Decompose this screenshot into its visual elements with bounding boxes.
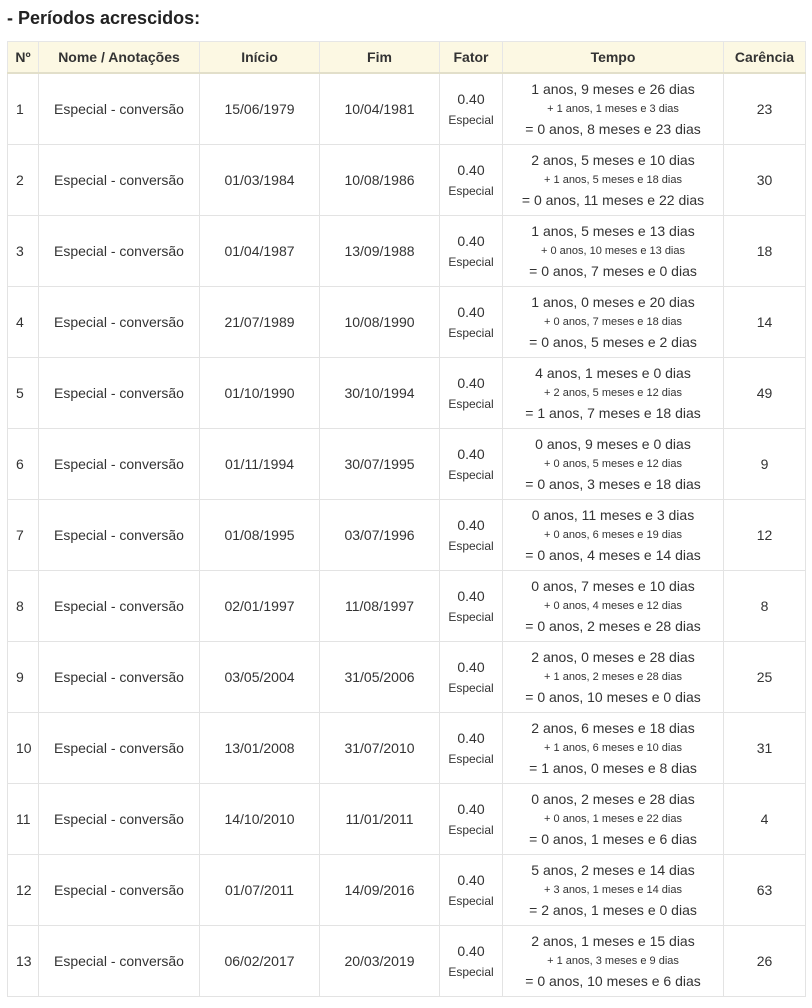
row-time (503, 287, 724, 358)
row-time (503, 784, 724, 855)
row-factor (440, 784, 503, 855)
table-row (8, 926, 806, 997)
row-name: Especial - conversão (39, 358, 200, 429)
row-end-date: 11/08/1997 (320, 571, 440, 642)
time-total: 1 anos, 5 meses e 13 dias (531, 223, 695, 239)
time-added: + 2 anos, 5 meses e 12 dias (544, 387, 682, 399)
row-time (503, 926, 724, 997)
time-result: = 2 anos, 1 meses e 0 dias (529, 902, 697, 918)
row-name: Especial - conversão (39, 784, 200, 855)
row-factor (440, 500, 503, 571)
row-time (503, 216, 724, 287)
row-start-date: 03/05/2004 (200, 642, 320, 713)
time-result: = 0 anos, 3 meses e 18 dias (525, 476, 701, 492)
row-end-date: 31/05/2006 (320, 642, 440, 713)
row-start-date: 01/04/1987 (200, 216, 320, 287)
row-time (503, 500, 724, 571)
row-start-date: 21/07/1989 (200, 287, 320, 358)
row-name: Especial - conversão (39, 429, 200, 500)
row-number: 3 (8, 216, 39, 287)
factor-value: 0.40 (457, 800, 485, 817)
table-row (8, 784, 806, 855)
table-row (8, 642, 806, 713)
factor-type: Especial (448, 893, 494, 908)
time-added: + 0 anos, 5 meses e 12 dias (544, 458, 682, 470)
time-added: + 1 anos, 3 meses e 9 dias (547, 955, 679, 967)
table-row (8, 287, 806, 358)
row-end-date: 31/07/2010 (320, 713, 440, 784)
row-name: Especial - conversão (39, 287, 200, 358)
factor-value: 0.40 (457, 587, 485, 604)
time-total: 2 anos, 5 meses e 10 dias (531, 152, 695, 168)
time-added: + 1 anos, 6 meses e 10 dias (544, 742, 682, 754)
time-total: 0 anos, 2 meses e 28 dias (531, 791, 695, 807)
row-start-date: 02/01/1997 (200, 571, 320, 642)
row-time (503, 429, 724, 500)
time-result: = 0 anos, 5 meses e 2 dias (529, 334, 697, 350)
time-added: + 0 anos, 10 meses e 13 dias (540, 245, 685, 257)
row-start-date: 15/06/1979 (200, 73, 320, 145)
time-added: + 0 anos, 6 meses e 19 dias (544, 529, 682, 541)
row-number: 12 (8, 855, 39, 926)
factor-value: 0.40 (457, 516, 485, 533)
column-header-fim: Fim (320, 42, 440, 74)
row-factor (440, 855, 503, 926)
row-start-date: 01/07/2011 (200, 855, 320, 926)
row-factor (440, 571, 503, 642)
time-result: = 0 anos, 4 meses e 14 dias (525, 547, 701, 563)
row-grace-period: 49 (724, 358, 806, 429)
row-number: 4 (8, 287, 39, 358)
time-result: = 1 anos, 7 meses e 18 dias (525, 405, 701, 421)
row-name: Especial - conversão (39, 713, 200, 784)
row-number: 9 (8, 642, 39, 713)
row-end-date: 14/09/2016 (320, 855, 440, 926)
row-number: 6 (8, 429, 39, 500)
row-number: 10 (8, 713, 39, 784)
time-added: + 0 anos, 1 meses e 22 dias (544, 813, 682, 825)
row-end-date: 10/04/1981 (320, 73, 440, 145)
row-number: 8 (8, 571, 39, 642)
time-result: = 0 anos, 7 meses e 0 dias (529, 263, 697, 279)
time-total: 2 anos, 0 meses e 28 dias (531, 649, 695, 665)
row-end-date: 30/07/1995 (320, 429, 440, 500)
row-end-date: 10/08/1990 (320, 287, 440, 358)
row-number: 1 (8, 73, 39, 145)
row-start-date: 13/01/2008 (200, 713, 320, 784)
row-number: 7 (8, 500, 39, 571)
column-header-n: Nº (8, 42, 39, 74)
row-factor (440, 642, 503, 713)
row-grace-period: 8 (724, 571, 806, 642)
factor-type: Especial (448, 254, 494, 269)
factor-type: Especial (448, 325, 494, 340)
time-added: + 1 anos, 2 meses e 28 dias (544, 671, 682, 683)
table-row (8, 216, 806, 287)
time-result: = 0 anos, 10 meses e 0 dias (525, 689, 701, 705)
factor-value: 0.40 (457, 445, 485, 462)
factor-type: Especial (448, 751, 494, 766)
factor-type: Especial (448, 680, 494, 695)
row-start-date: 01/11/1994 (200, 429, 320, 500)
row-time (503, 713, 724, 784)
row-grace-period: 30 (724, 145, 806, 216)
time-total: 2 anos, 1 meses e 15 dias (531, 933, 695, 949)
row-start-date: 01/03/1984 (200, 145, 320, 216)
row-name: Especial - conversão (39, 855, 200, 926)
row-grace-period: 63 (724, 855, 806, 926)
row-end-date: 20/03/2019 (320, 926, 440, 997)
time-added: + 1 anos, 1 meses e 3 dias (547, 103, 679, 115)
row-name: Especial - conversão (39, 216, 200, 287)
table-row (8, 429, 806, 500)
row-start-date: 06/02/2017 (200, 926, 320, 997)
column-header-tempo: Tempo (503, 42, 724, 74)
time-result: = 0 anos, 10 meses e 6 dias (525, 973, 701, 989)
time-total: 0 anos, 11 meses e 3 dias (531, 507, 695, 523)
factor-value: 0.40 (457, 232, 485, 249)
factor-value: 0.40 (457, 374, 485, 391)
row-grace-period: 26 (724, 926, 806, 997)
factor-value: 0.40 (457, 658, 485, 675)
row-grace-period: 25 (724, 642, 806, 713)
table-row (8, 145, 806, 216)
time-total: 5 anos, 2 meses e 14 dias (531, 862, 695, 878)
table-row (8, 713, 806, 784)
row-grace-period: 4 (724, 784, 806, 855)
column-header-carencia: Carência (724, 42, 806, 74)
row-grace-period: 14 (724, 287, 806, 358)
row-number: 11 (8, 784, 39, 855)
factor-type: Especial (448, 822, 494, 837)
factor-type: Especial (448, 467, 494, 482)
factor-type: Especial (448, 396, 494, 411)
table-row (8, 500, 806, 571)
row-grace-period: 23 (724, 73, 806, 145)
time-total: 0 anos, 9 meses e 0 dias (535, 436, 691, 452)
row-grace-period: 12 (724, 500, 806, 571)
row-name: Especial - conversão (39, 73, 200, 145)
row-factor (440, 73, 503, 145)
factor-value: 0.40 (457, 942, 485, 959)
row-grace-period: 31 (724, 713, 806, 784)
row-factor (440, 358, 503, 429)
row-start-date: 01/10/1990 (200, 358, 320, 429)
time-result: = 0 anos, 8 meses e 23 dias (525, 121, 701, 137)
time-result: = 0 anos, 2 meses e 28 dias (525, 618, 701, 634)
table-row (8, 571, 806, 642)
time-added: + 0 anos, 4 meses e 12 dias (544, 600, 682, 612)
row-start-date: 01/08/1995 (200, 500, 320, 571)
column-header-inicio: Início (200, 42, 320, 74)
time-added: + 3 anos, 1 meses e 14 dias (544, 884, 682, 896)
row-end-date: 03/07/1996 (320, 500, 440, 571)
time-result: = 0 anos, 1 meses e 6 dias (529, 831, 697, 847)
row-time (503, 642, 724, 713)
factor-type: Especial (448, 609, 494, 624)
table-row (8, 855, 806, 926)
row-name: Especial - conversão (39, 500, 200, 571)
table-header-row (8, 42, 806, 74)
row-end-date: 13/09/1988 (320, 216, 440, 287)
row-factor (440, 429, 503, 500)
time-total: 0 anos, 7 meses e 10 dias (531, 578, 695, 594)
factor-type: Especial (448, 964, 494, 979)
row-end-date: 30/10/1994 (320, 358, 440, 429)
row-factor (440, 216, 503, 287)
row-name: Especial - conversão (39, 571, 200, 642)
factor-type: Especial (448, 538, 494, 553)
column-header-fator: Fator (440, 42, 503, 74)
row-time (503, 73, 724, 145)
factor-value: 0.40 (457, 729, 485, 746)
factor-type: Especial (448, 183, 494, 198)
section-title: - Períodos acrescidos: (7, 8, 201, 28)
row-name: Especial - conversão (39, 642, 200, 713)
column-header-nome: Nome / Anotações (39, 42, 200, 74)
time-total: 1 anos, 0 meses e 20 dias (531, 294, 695, 310)
row-number: 13 (8, 926, 39, 997)
row-factor (440, 145, 503, 216)
periods-table (7, 41, 806, 997)
row-end-date: 10/08/1986 (320, 145, 440, 216)
row-grace-period: 18 (724, 216, 806, 287)
time-added: + 1 anos, 5 meses e 18 dias (544, 174, 682, 186)
factor-value: 0.40 (457, 871, 485, 888)
factor-value: 0.40 (457, 303, 485, 320)
time-total: 2 anos, 6 meses e 18 dias (531, 720, 695, 736)
row-time (503, 571, 724, 642)
factor-value: 0.40 (457, 161, 485, 178)
factor-value: 0.40 (457, 90, 485, 107)
row-end-date: 11/01/2011 (320, 784, 440, 855)
row-time (503, 145, 724, 216)
row-factor (440, 287, 503, 358)
factor-type: Especial (448, 112, 494, 127)
time-added: + 0 anos, 7 meses e 18 dias (544, 316, 682, 328)
row-name: Especial - conversão (39, 926, 200, 997)
row-time (503, 358, 724, 429)
time-total: 1 anos, 9 meses e 26 dias (531, 81, 695, 97)
row-grace-period: 9 (724, 429, 806, 500)
row-start-date: 14/10/2010 (200, 784, 320, 855)
table-row (8, 73, 806, 145)
row-number: 5 (8, 358, 39, 429)
row-number: 2 (8, 145, 39, 216)
row-factor (440, 926, 503, 997)
time-result: = 1 anos, 0 meses e 8 dias (529, 760, 697, 776)
row-time (503, 855, 724, 926)
time-result: = 0 anos, 11 meses e 22 dias (521, 192, 705, 208)
time-total: 4 anos, 1 meses e 0 dias (535, 365, 691, 381)
row-factor (440, 713, 503, 784)
row-name: Especial - conversão (39, 145, 200, 216)
table-row (8, 358, 806, 429)
table-body (8, 73, 806, 997)
